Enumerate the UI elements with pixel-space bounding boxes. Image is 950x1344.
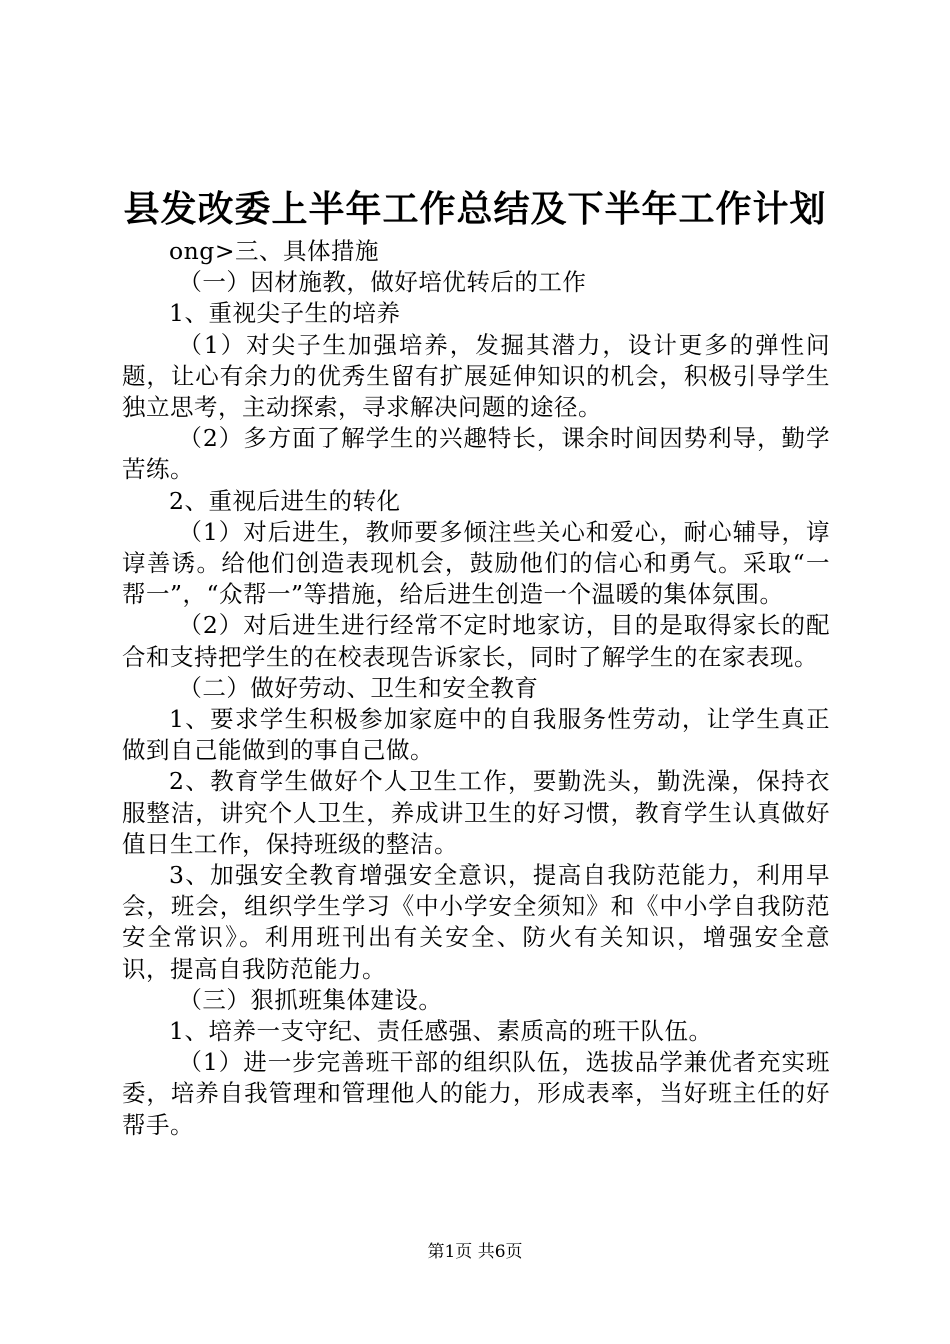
paragraph: （1）对后进生，教师要多倾注些关心和爱心，耐心辅导，谆谆善诱。给他们创造表现机会，鼓励他们的信心和勇气。采取“一帮一”，“众帮一”等措施，给后进生创造一个温暖的集体氛围。 <box>122 517 830 609</box>
paragraph: （1）对尖子生加强培养，发掘其潜力，设计更多的弹性问题，让心有余力的优秀生留有扩展延伸知识的机会，积极引导学生独立思考，主动探索，寻求解决问题的途径。 <box>122 330 830 422</box>
paragraph: 2、重视后进生的转化 <box>169 486 401 515</box>
paragraph: 1、要求学生积极参加家庭中的自我服务性劳动，让学生真正做到自己能做到的事自己做。 <box>122 705 830 765</box>
paragraph: （二）做好劳动、卫生和安全教育 <box>178 673 539 702</box>
paragraph: （一）因材施教，做好培优转后的工作 <box>178 268 587 297</box>
paragraph: 1、重视尖子生的培养 <box>169 299 401 328</box>
paragraph: （2）对后进生进行经常不定时地家访，目的是取得家长的配合和支持把学生的在校表现告诉家长，同时了解学生的在家表现。 <box>122 611 830 671</box>
document-title: 县发改委上半年工作总结及下半年工作计划 <box>123 189 827 230</box>
paragraph: （三）狠抓班集体建设。 <box>178 985 443 1014</box>
paragraph: 1、培养一支守纪、责任感强、素质高的班干队伍。 <box>169 1017 713 1046</box>
paragraph: 3、加强安全教育增强安全意识，提高自我防范能力，利用早会，班会，组织学生学习《中小学安全须知》和《中小学自我防范安全常识》。利用班刊出有关安全、防火有关知识，增强安全意识，提高自我防范能力。 <box>122 861 830 983</box>
document-body <box>122 236 830 1141</box>
paragraph: 2、教育学生做好个人卫生工作，要勤洗头，勤洗澡，保持衣服整洁，讲究个人卫生，养成讲卫生的好习惯，教育学生认真做好值日生工作，保持班级的整洁。 <box>122 767 830 858</box>
paragraph: （2）多方面了解学生的兴趣特长，课余时间因势利导，勤学苦练。 <box>122 424 830 484</box>
paragraph: ong>三、具体措施 <box>169 237 380 265</box>
page-number-footer: 第1页 共6页 <box>427 1242 523 1262</box>
paragraph: （1）进一步完善班干部的组织队伍，选拔品学兼优者充实班委，培养自我管理和管理他人的能力，形成表率，当好班主任的好帮手。 <box>122 1048 830 1139</box>
